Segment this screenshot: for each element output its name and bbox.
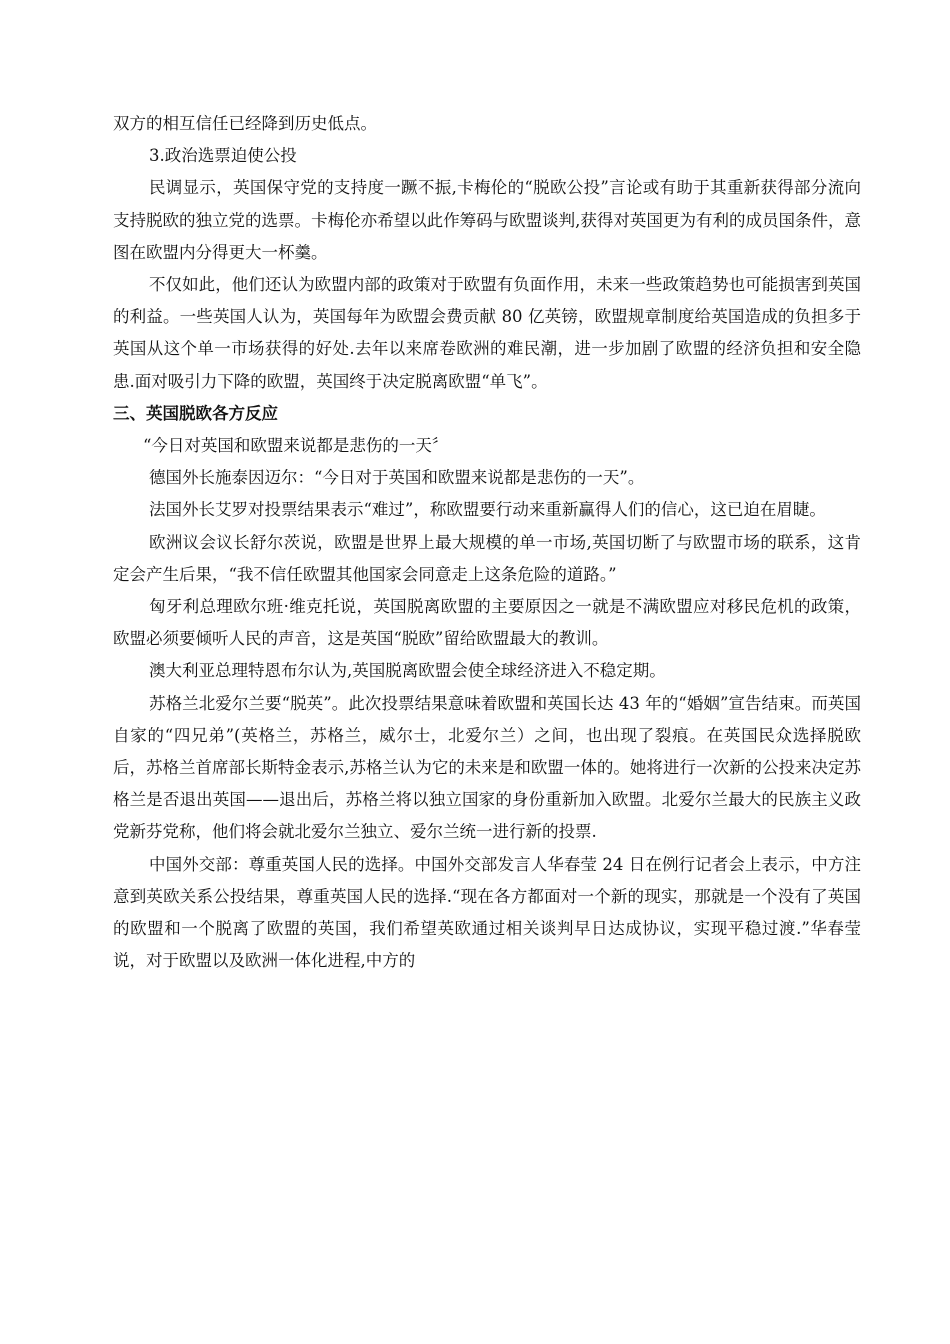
paragraph-france: 法国外长艾罗对投票结果表示“难过”，称欧盟要行动来重新赢得人们的信心，这已迫在眉睫。: [149, 500, 826, 520]
paragraph-china: 中国外交部：尊重英国人民的选择。中国外交部发言人华春莹 24 日在例行记者会上表示，中方注意到英欧关系公投结果，尊重英国人民的选择.“现在各方都面对一个新的现实，那就是一个没有了英国的欧盟和一个脱离了欧盟的英国，我们希望英欧通过相关谈判早日达成协议，实现平稳过渡.”华春莹说，对于欧盟以及欧洲一体化进程,中方的: [113, 854, 861, 971]
paragraph-hungary: 匈牙利总理欧尔班·维克托说，英国脱离欧盟的主要原因之一就是不满欧盟应对移民危机的政策，欧盟必须要倾听人民的声音，这是英国“脱欧”留给欧盟最大的教训。: [113, 597, 861, 649]
paragraph-germany: 德国外长施泰因迈尔：“今日对于英国和欧盟来说都是悲伤的一天”。: [149, 468, 645, 488]
paragraph-australia: 澳大利亚总理特恩布尔认为,英国脱离欧盟会使全球经济进入不稳定期。: [149, 661, 666, 681]
paragraph-continuation: 双方的相互信任已经降到历史低点。: [113, 114, 377, 133]
paragraph-eu-policy: 不仅如此，他们还认为欧盟内部的政策对于欧盟有负面作用，未来一些政策趋势也可能损害到英国的利益。一些英国人认为，英国每年为欧盟会费贡献 80 亿英镑，欧盟规章制度给英国造成的负担多于英国从这个单一市场获得的好处.去年以来席卷欧洲的难民潮，进一步加剧了欧盟的经济负担和安全隐患.面对吸引力下降的欧盟，英国终于决定脱离欧盟“单飞”。: [113, 275, 861, 391]
paragraph-polls: 民调显示，英国保守党的支持度一蹶不振,卡梅伦的“脱欧公投”言论或有助于其重新获得部分流向支持脱欧的独立党的选票。卡梅伦亦希望以此作筹码与欧盟谈判,获得对英国更为有利的成员国条件，意图在欧盟内分得更大一杯羹。: [113, 178, 861, 262]
paragraph-eu-parliament: 欧洲议会议长舒尔茨说，欧盟是世界上最大规模的单一市场,英国切断了与欧盟市场的联系，这肯定会产生后果，“我不信任欧盟其他国家会同意走上这条危险的道路。”: [113, 532, 861, 584]
document-page: [113, 108, 861, 977]
quote-subtitle: “今日对英国和欧盟来说都是悲伤的一天〞: [143, 436, 449, 456]
paragraph-scotland: 苏格兰北爱尔兰要“脱英”。此次投票结果意味着欧盟和英国长达 43 年的“婚姻”宣告结束。而英国自家的“四兄弟”(英格兰，苏格兰，威尔士，北爱尔兰）之间，也出现了裂痕。在英国民众选择脱欧后，苏格兰首席部长斯特金表示,苏格兰认为它的未来是和欧盟一体的。她将进行一次新的公投来决定苏格兰是否退出英国——退出后，苏格兰将以独立国家的身份重新加入欧盟。北爱尔兰最大的民族主义政党新芬党称，他们将会就北爱尔兰独立、爱尔兰统一进行新的投票.: [113, 693, 861, 842]
section-heading: 三、英国脱欧各方反应: [113, 403, 278, 423]
subsection-title: 3.政治选票迫使公投: [149, 146, 297, 166]
